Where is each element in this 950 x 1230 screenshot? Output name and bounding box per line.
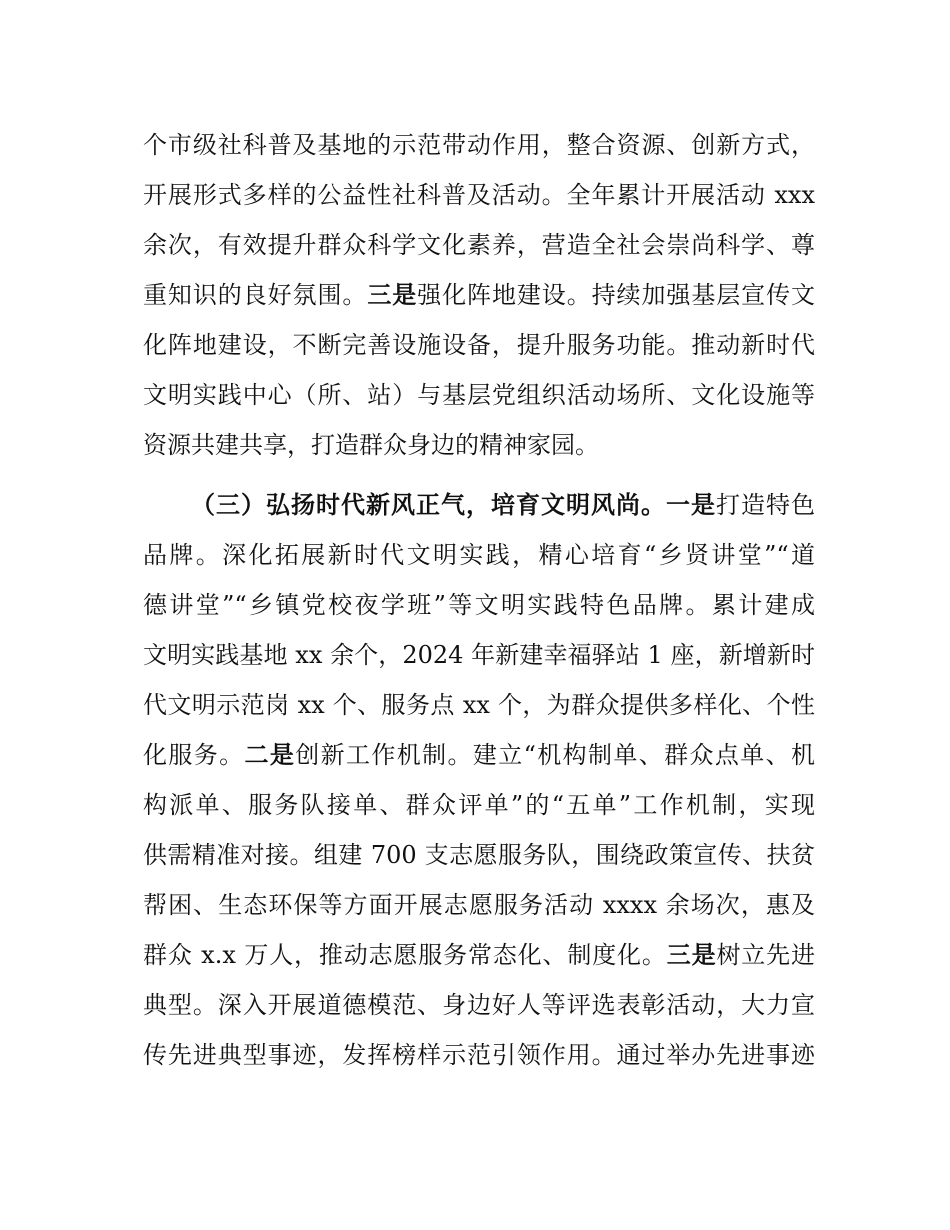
text-line: 资源共建共享，打造群众身边的精神家园。 [143,431,599,459]
text-line: 构派单、服务队接单、群众评单”的“五单”工作机制，实现 [143,791,815,819]
text-line [143,270,815,320]
bold-marker: 一是 [666,491,716,519]
text-run: 强化阵地建设。持续加强基层宣传文 [417,281,815,309]
text-line: 文明实践基地 xx 余个，2024 年新建幸福驿站 1 座，新增新时 [143,641,815,669]
text-line: 德讲堂”“乡镇党校夜学班”等文明实践特色品牌。累计建成 [143,591,815,619]
text-run: 群众 x.x 万人，推动志愿服务常态化、制度化。 [143,941,667,969]
paragraph-1 [143,120,815,470]
text-line: 代文明示范岗 xx 个、服务点 xx 个，为群众提供多样化、个性 [143,691,815,719]
text-run: 创新工作机制。建立“机构制单、群众点单、机 [295,741,815,769]
text-run: 打造特色 [716,491,815,519]
text-line: 供需精准对接。组建 700 支志愿服务队，围绕政策宣传、扶贫 [143,841,815,869]
text-line: 余次，有效提升群众科学文化素养，营造全社会崇尚科学、尊 [143,231,815,259]
text-line [143,930,815,980]
text-line: 帮困、生态环保等方面开展志愿服务活动 xxxx 余场次，惠及 [143,891,815,919]
text-line [143,480,815,530]
bold-marker: 三是 [666,941,717,969]
text-run: 化服务。 [143,741,245,769]
text-line: 品牌。深化拓展新时代文明实践，精心培育“乡贤讲堂”“道 [143,541,815,569]
text-line: 传先进典型事迹，发挥榜样示范引领作用。通过举办先进事迹 [143,1041,815,1069]
text-run: 重知识的良好氛围。 [143,281,368,309]
section-heading: （三）弘扬时代新风正气，培育文明风尚。 [191,491,666,519]
text-line: 开展形式多样的公益性社科普及活动。全年累计开展活动 xxx [143,181,815,209]
bold-marker: 二是 [244,741,296,769]
text-line: 文明实践中心（所、站）与基层党组织活动场所、文化设施等 [143,381,815,409]
text-run: 树立先进 [716,941,815,969]
text-line: 典型。深入开展道德模范、身边好人等评选表彰活动，大力宣 [143,991,815,1019]
paragraph-2 [143,480,815,1080]
text-line: 化阵地建设，不断完善设施设备，提升服务功能。推动新时代 [143,331,815,359]
text-line: 个市级社科普及基地的示范带动作用，整合资源、创新方式， [143,131,815,159]
text-line [143,730,815,780]
bold-marker: 三是 [367,281,418,309]
